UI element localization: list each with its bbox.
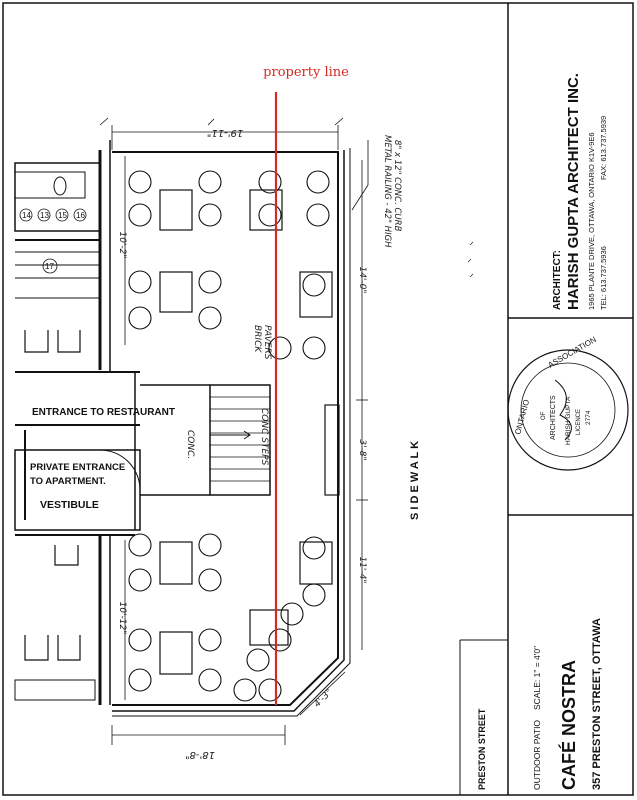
- patio-table: [160, 542, 192, 584]
- patio-chair: [199, 171, 221, 193]
- dim-top: 19'-11": [206, 127, 244, 138]
- seal-association: ASSOCIATION: [546, 334, 598, 370]
- patio-chair: [234, 679, 256, 701]
- architect-name: HARISH GUPTA ARCHITECT INC.: [565, 73, 582, 310]
- patio-table: [160, 632, 192, 674]
- preston-street-label: PRESTON STREET: [477, 708, 487, 790]
- unit-number-17: 17: [45, 262, 54, 271]
- patio-table: [160, 272, 192, 312]
- patio-boundary: [112, 148, 350, 716]
- unit-number: 14: [22, 211, 31, 220]
- seal-of: OF: [541, 411, 547, 420]
- architect-seal: [508, 335, 628, 470]
- project-address: 357 PRESTON STREET, OTTAWA: [591, 618, 603, 790]
- patio-chair: [129, 171, 151, 193]
- patio-chair: [129, 307, 151, 329]
- curb-label: 8" x 12" CONC. CURB: [392, 140, 402, 232]
- patio-chair: [199, 534, 221, 556]
- dim-left-lower: 10'-12": [117, 601, 127, 635]
- sidewalk-label: S I D E W A L K: [409, 440, 421, 520]
- patio-chair: [129, 569, 151, 591]
- dim-right-3: 11'-4": [357, 556, 367, 584]
- patio-chair: [199, 204, 221, 226]
- patio-chair: [281, 603, 303, 625]
- project-name: CAFÉ NOSTRA: [559, 660, 579, 790]
- dim-bottom: 18'-8": [184, 749, 216, 760]
- brick-pavers-label-2: PAVERS: [262, 325, 272, 360]
- private-entrance-label-2: TO APARTMENT.: [30, 476, 106, 487]
- patio-chair: [129, 669, 151, 691]
- patio-chair: [199, 307, 221, 329]
- patio-chair: [303, 537, 325, 559]
- patio-chair: [303, 337, 325, 359]
- property-line-label: property line: [263, 65, 349, 80]
- conc-label: CONC.: [185, 430, 195, 460]
- dim-right-2: 3'-8": [357, 439, 367, 461]
- vestibule-label: VESTIBULE: [40, 499, 99, 511]
- architect-phone: TEL: 613.737.5936: [599, 246, 608, 310]
- patio-table: [160, 190, 192, 230]
- seal-architects: ARCHITECTS: [550, 395, 557, 440]
- seal-name: HARISH GUPTA: [565, 396, 572, 445]
- architect-label: ARCHITECT:: [552, 250, 563, 310]
- patio-chair: [199, 629, 221, 651]
- patio-chair: [303, 274, 325, 296]
- patio-chair: [199, 569, 221, 591]
- patio-chair: [129, 534, 151, 556]
- patio-chair: [259, 204, 281, 226]
- dim-left-upper: 10'-2": [117, 231, 127, 259]
- patio-chair: [247, 649, 269, 671]
- private-entrance-label: PRIVATE ENTRANCE: [30, 462, 126, 473]
- brick-pavers-label: BRICK: [252, 325, 262, 353]
- patio-chair: [129, 204, 151, 226]
- patio-chair: [199, 669, 221, 691]
- steps: [140, 385, 270, 495]
- project-type: OUTDOOR PATIO: [532, 719, 542, 790]
- seal-licence: LICENCE: [576, 408, 582, 435]
- unit-number: 13: [40, 211, 49, 220]
- patio-table: [300, 542, 332, 584]
- scale-label: SCALE: 1" = 4'0": [532, 645, 542, 710]
- patio-chair: [199, 271, 221, 293]
- dim-diagonal: 4'-3": [312, 687, 335, 710]
- entrance-restaurant-label: ENTRANCE TO RESTAURANT: [32, 407, 175, 418]
- dim-right-1: 14'-0": [357, 266, 367, 294]
- patio-chair: [259, 679, 281, 701]
- patio-chair: [303, 584, 325, 606]
- architect-fax: FAX: 613.737.5939: [599, 115, 608, 180]
- unit-number: 16: [76, 211, 85, 220]
- architect-address: 1965 PLANTE DRIVE, OTTAWA, ONTARIO K1V-9E6: [587, 132, 596, 310]
- patio-chair: [129, 271, 151, 293]
- patio-chair: [129, 629, 151, 651]
- seal-number: 2774: [585, 410, 592, 425]
- unit-number: 15: [58, 211, 67, 220]
- patio-chair: [307, 171, 329, 193]
- conc-steps-label: CONC STEPS: [259, 408, 269, 466]
- patio-chair: [307, 204, 329, 226]
- railing-label: METAL RAILING - 42" HIGH: [382, 135, 392, 248]
- seal-ontario: ONTARIO: [513, 398, 532, 436]
- patio-tables: [129, 171, 332, 701]
